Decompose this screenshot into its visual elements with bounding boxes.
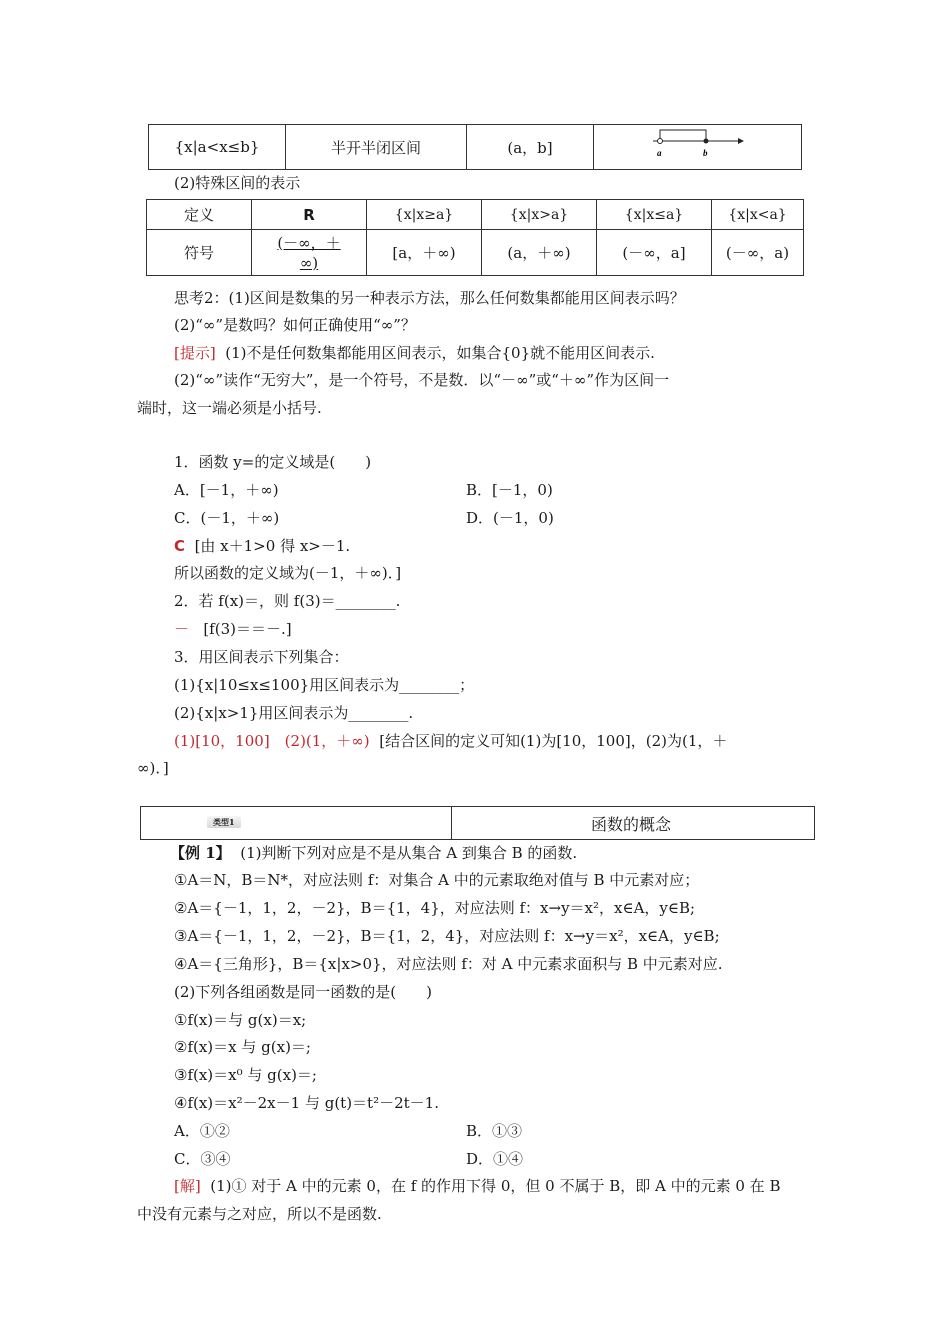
type-divider xyxy=(451,807,452,839)
name-cell: 半开半闭区间 xyxy=(286,125,467,170)
example-intro: (1)判断下列对应是不是从集合 A 到集合 B 的函数. xyxy=(240,844,578,862)
symbol-lt: (－∞，a) xyxy=(712,230,804,276)
example-label: 【例 1】 xyxy=(170,844,231,862)
example-option-d: D．①④ xyxy=(466,1150,524,1168)
symbol-le: (－∞，a] xyxy=(597,230,712,276)
solution-line1 xyxy=(174,1175,780,1196)
header-le: {x|x≤a} xyxy=(597,200,712,230)
example-option-b: B．①③ xyxy=(466,1122,523,1140)
q1-answer-line2: 所以函数的定义域为(－1，＋∞)．] xyxy=(174,564,402,582)
type-header-box xyxy=(140,806,815,840)
example-item-1: ①A＝N，B＝N*，对应法则 f：对集合 A 中的元素取绝对值与 B 中元素对应； xyxy=(174,871,700,889)
example-option-c: C．③④ xyxy=(174,1150,231,1168)
q1-option-a: A．[－1，＋∞) xyxy=(174,481,279,499)
q1-answer-text: [由 x＋1>0 得 x>－1. xyxy=(194,537,351,555)
example-pair-1: ①f(x)＝与 g(x)＝x; xyxy=(174,1011,307,1029)
solution-line2: 中没有元素与之对应，所以不是函数. xyxy=(137,1205,382,1223)
q2-stem: 2．若 f(x)＝，则 f(3)＝________. xyxy=(174,592,401,610)
header-lt: {x|x<a} xyxy=(712,200,804,230)
example-line2: (2)下列各组函数是同一函数的是( ) xyxy=(174,983,432,1001)
q1-answer-letter: C xyxy=(174,537,186,555)
header-definition: 定义 xyxy=(147,200,252,230)
example-pair-3: ③f(x)＝x⁰ 与 g(x)＝; xyxy=(174,1066,317,1084)
example-item-2: ②A＝{－1，1，2，－2}，B＝{1，4}，对应法则 f：x→y＝x²，x∈A，y∈B; xyxy=(174,899,696,917)
header-ge: {x|x≥a} xyxy=(367,200,482,230)
header-r: R xyxy=(252,200,367,230)
q1-option-c: C．(－1，＋∞) xyxy=(174,509,280,527)
symbol-r-line2: ∞) xyxy=(299,253,319,272)
type-title: 函数的概念 xyxy=(591,815,672,834)
q3-answer-text: [结合区间的定义可知(1)为[10，100]，(2)为(1，＋ xyxy=(379,732,728,750)
q3-part2: (2){x|x>1}用区间表示为________. xyxy=(174,704,414,722)
hint-tag: [提示] xyxy=(174,344,216,362)
symbol-gt: (a，＋∞) xyxy=(482,230,597,276)
numberline-cell xyxy=(594,125,802,170)
interval-table-2 xyxy=(146,199,804,276)
hint-line2a: (2)“∞”读作“无穷大”，是一个符号，不是数．以“－∞”或“＋∞”作为区间一 xyxy=(174,371,670,389)
label-a: a xyxy=(656,148,661,158)
example-line1 xyxy=(170,842,577,863)
interval-cell: (a，b] xyxy=(467,125,594,170)
example-item-3: ③A＝{－1，1，2，－2}，B＝{1，2，4}，对应法则 f：x→y＝x²，x∈A，y∈B; xyxy=(174,927,720,945)
q1-answer xyxy=(174,535,350,556)
hint-text-1: (1)不是任何数集都能用区间表示，如集合{0}就不能用区间表示. xyxy=(225,344,655,362)
solution-text-1: (1)① 对于 A 中的元素 0，在 f 的作用下得 0，但 0 不属于 B，即 A 中的元素 0 在 B xyxy=(210,1177,781,1195)
q3-stem: 3．用区间表示下列集合： xyxy=(174,648,349,666)
label-b: b xyxy=(702,148,707,158)
example-pair-2: ②f(x)＝x 与 g(x)＝; xyxy=(174,1038,311,1056)
q3-answer xyxy=(174,730,727,751)
interval-table-1 xyxy=(148,124,802,170)
section-title: (2)特殊区间的表示 xyxy=(174,174,301,192)
hint-line1 xyxy=(174,342,655,363)
symbol-r xyxy=(252,230,367,276)
number-line-figure xyxy=(638,125,758,169)
row-label: 符号 xyxy=(147,230,252,276)
set-cell: {x|a<x≤b} xyxy=(149,125,286,170)
q1-option-d: D．(－1，0) xyxy=(466,509,554,527)
example-item-4: ④A＝{三角形}，B＝{x|x>0}，对应法则 f：对 A 中元素求面积与 B 中元素对应. xyxy=(174,955,723,973)
q3-answer-line2: ∞)．] xyxy=(137,759,169,777)
hint-line2b: 端时，这一端必须是小括号. xyxy=(137,399,322,417)
q2-answer xyxy=(174,618,292,639)
q2-answer-text: [f(3)＝＝－.] xyxy=(203,620,292,638)
solution-tag: [解] xyxy=(174,1177,201,1195)
header-gt: {x|x>a} xyxy=(482,200,597,230)
symbol-r-line1: (－∞，＋ xyxy=(277,233,341,252)
q3-part1: (1){x|10≤x≤100}用区间表示为________； xyxy=(174,676,475,694)
q1-stem: 1．函数 y=的定义域是( ) xyxy=(174,453,372,471)
q2-answer-mark: － xyxy=(174,620,190,638)
type-tag: 类型1 xyxy=(207,816,241,828)
q3-answer-red: (1)[10，100] (2)(1，＋∞) xyxy=(174,732,370,750)
example-pair-4: ④f(x)＝x²－2x－1 与 g(t)＝t²－2t－1. xyxy=(174,1094,439,1112)
think-q1: 思考2：(1)区间是数集的另一种表示方法，那么任何数集都能用区间表示吗？ xyxy=(174,289,685,307)
symbol-ge: [a，＋∞) xyxy=(367,230,482,276)
q1-option-b: B．[－1，0) xyxy=(466,481,553,499)
example-option-a: A．①② xyxy=(174,1122,230,1140)
think-q2: (2)“∞”是数吗？如何正确使用“∞”？ xyxy=(174,316,416,334)
